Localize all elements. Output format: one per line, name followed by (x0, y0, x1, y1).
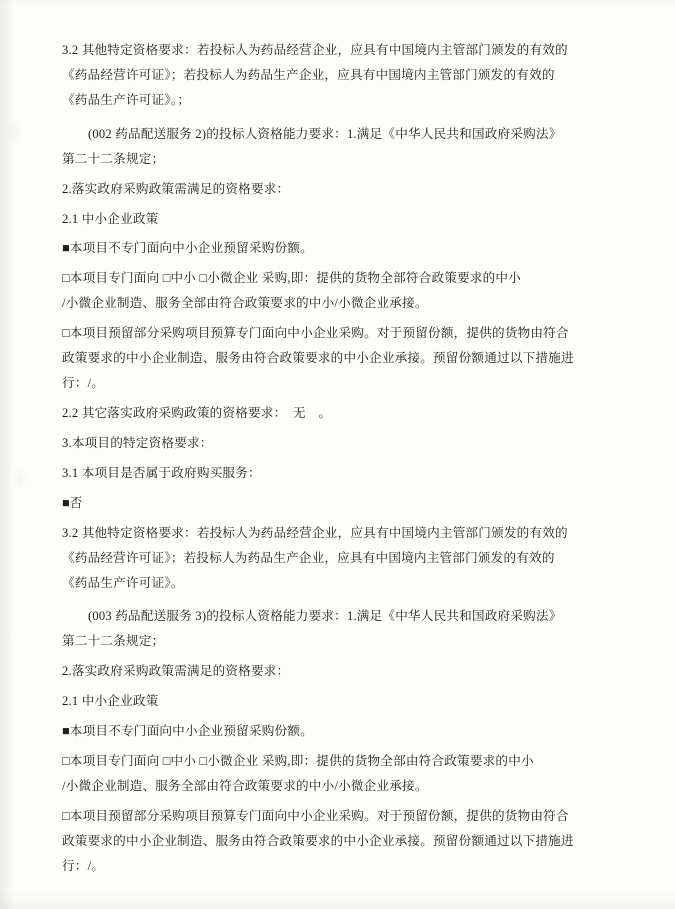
paragraph-line: 第二十二条规定； (62, 151, 165, 166)
page-bottom-shadow (0, 891, 675, 909)
scan-artifact-2 (16, 470, 24, 486)
paragraph-gap (62, 113, 617, 122)
paragraph-line: 3.2 其他特定资格要求：若投标人为药品经营企业，应具有中国境内主管部门颁发的有效的 (62, 43, 568, 57)
paragraph-line: 3.1 本项目是否属于政府购买服务： (62, 465, 261, 480)
paragraph-line: ■本项目不专门面向中小企业预留采购份额。 (62, 724, 313, 739)
paragraph-gap (62, 595, 617, 604)
page-left-shadow (0, 0, 14, 909)
paragraph-line: □本项目预留部分采购项目预算专门面向中小企业采购。对于预留份额，提供的货物由符合 (62, 808, 569, 823)
paragraph-line: 2.落实政府采购政策需满足的资格要求： (62, 181, 290, 196)
paragraph-line: 2.落实政府采购政策需满足的资格要求： (62, 664, 290, 679)
paragraph-line: 第二十二条规定； (62, 634, 165, 649)
scan-artifact-1 (8, 120, 18, 142)
paragraph-line: /小微企业制造、服务全部由符合政策要求的中小/小微企业承接。 (62, 778, 428, 793)
paragraph-line: 《药品生产许可证》。； (62, 92, 191, 107)
paragraph-line: /小微企业制造、服务全部由符合政策要求的中小/小微企业承接。 (62, 296, 428, 311)
paragraph-line: 行：/。 (62, 376, 105, 391)
paragraph-line: 3.2 其他特定资格要求：若投标人为药品经营企业，应具有中国境内主管部门颁发的有效的 (62, 525, 568, 540)
paragraph-line: ■否 (62, 495, 83, 510)
paragraph-line: 2.1 中小企业政策 (62, 694, 159, 709)
paragraph-line: 《药品经营许可证》；若投标人为药品生产企业，应具有中国境内主管部门颁发的有效的 (62, 67, 555, 82)
paragraph-line: 3.本项目的特定资格要求： (62, 435, 213, 450)
document-text-body (62, 38, 617, 879)
paragraph-line: □本项目专门面向 □中小 □小微企业 采购,即：提供的货物全部符合政策要求的中小 (62, 271, 522, 286)
paragraph-line: (002 药品配送服务 2)的投标人资格能力要求：1.满足《中华人民共和国政府采购法》 (88, 126, 562, 141)
paragraph-line: ■本项目不专门面向中小企业预留采购份额。 (62, 241, 313, 256)
paragraph-line: 2.2 其它落实政府采购政策的资格要求： 无 。 (62, 405, 332, 420)
paragraph-line: 《药品生产许可证》。 (62, 575, 184, 590)
paragraph-line: 2.1 中小企业政策 (62, 211, 159, 226)
paragraph-line: □本项目专门面向 □中小 □小微企业 采购,即：提供的货物全部由符合政策要求的中小 (62, 754, 534, 769)
paragraph-line: 政策要求的中小企业制造、服务由符合政策要求的中小企业承接。预留份额通过以下措施进 (62, 833, 574, 848)
paragraph-line: (003 药品配送服务 3)的投标人资格能力要求：1.满足《中华人民共和国政府采购法》 (88, 609, 562, 624)
paragraph-line: 《药品经营许可证》；若投标人为药品生产企业，应具有中国境内主管部门颁发的有效的 (62, 550, 555, 565)
paragraph-line: 行：/。 (62, 858, 105, 873)
paragraph-line: □本项目预留部分采购项目预算专门面向中小企业采购。对于预留份额，提供的货物由符合 (62, 326, 569, 341)
paragraph-line: 政策要求的中小企业制造、服务由符合政策要求的中小企业承接。预留份额通过以下措施进 (62, 351, 574, 366)
